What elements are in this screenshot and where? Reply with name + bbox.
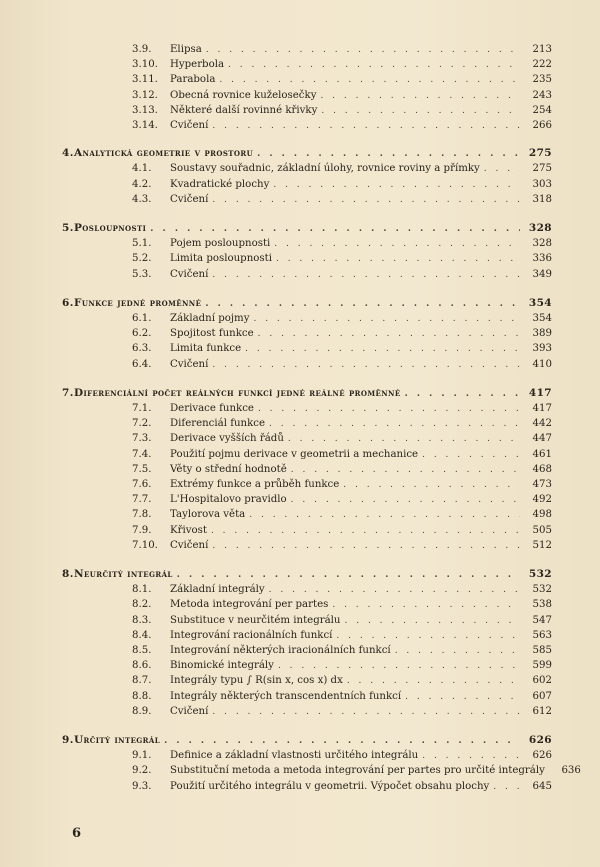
toc-section-entry [132, 706, 552, 718]
dot-leader [493, 781, 520, 793]
dot-leader [177, 569, 520, 581]
entry-title: Extrémy funkce a průběh funkce [170, 479, 340, 490]
dot-leader [219, 74, 520, 86]
entry-page-number: 318 [532, 193, 552, 205]
entry-title: Použití určitého integrálu v geometrii. Výpočet obsahu plochy [170, 780, 490, 792]
toc-section-entry [132, 433, 552, 445]
toc-section-entry [132, 540, 552, 552]
toc-section-entry [132, 328, 552, 340]
toc-chapter-entry [62, 147, 552, 160]
toc-section-entry [132, 660, 552, 672]
dot-leader [212, 540, 520, 552]
dot-leader [345, 615, 521, 627]
toc-section-entry [132, 584, 552, 596]
toc-section-entry [132, 464, 552, 476]
toc-chapter-entry [62, 297, 552, 310]
entry-title: Hyperbola [170, 59, 225, 71]
entry-title: Integrování racionálních funkcí [170, 629, 333, 641]
dot-leader [422, 750, 520, 762]
entry-title: Soustavy souřadnic, základní úlohy, rovnice roviny a přímky [170, 163, 480, 175]
entry-title: Diferenciální počet reálných funkcí jedné reálné proměnné [74, 386, 401, 399]
entry-number: 7.9. [132, 524, 152, 536]
entry-title: Integrály některých transcendentních funkcí [170, 690, 402, 702]
entry-number: 7.2. [132, 418, 152, 430]
entry-number: 4.2. [132, 178, 152, 190]
entry-page-number: 222 [532, 59, 552, 71]
toc-chapter-entry [62, 222, 552, 235]
dot-leader [212, 706, 520, 718]
entry-page-number: 393 [532, 343, 552, 355]
toc-section-entry [132, 494, 552, 506]
dot-leader [212, 269, 520, 281]
entry-number: 9.1. [132, 750, 152, 762]
dot-leader [269, 418, 520, 430]
entry-number: 8.7. [132, 675, 152, 687]
entry-page-number: 266 [532, 120, 552, 131]
entry-number: 7.6. [132, 479, 152, 490]
entry-page-number: 538 [532, 599, 552, 611]
toc-section-entry [132, 238, 552, 250]
entry-title: Cvičení [170, 193, 209, 205]
entry-title: Parabola [170, 74, 216, 86]
entry-title: Spojitost funkce [170, 328, 254, 340]
entry-title: Cvičení [170, 705, 209, 717]
entry-title: Křivost [170, 524, 207, 536]
entry-title: Integrály typu ∫ R(sin x, cos x) dx [170, 675, 343, 687]
entry-number: 8.8. [132, 690, 152, 702]
entry-page-number: 410 [532, 358, 552, 370]
entry-page-number: 417 [528, 386, 552, 399]
entry-page-number: 235 [532, 74, 552, 86]
entry-number: 9. [62, 734, 74, 746]
dot-leader [258, 403, 520, 415]
entry-title: Použití pojmu derivace v geometrii a mechanice [170, 448, 419, 460]
toc-section-entry [132, 750, 552, 762]
entry-title: Derivace funkce [170, 403, 254, 414]
toc-section-entry [132, 509, 552, 521]
toc-section-entry [132, 59, 552, 71]
entry-page-number: 547 [532, 614, 552, 626]
entry-page-number: 417 [532, 403, 552, 414]
dot-leader [422, 449, 520, 461]
entry-title: Posloupnosti [74, 222, 147, 234]
entry-title: Definice a základní vlastnosti určitého integrálu [170, 750, 419, 762]
entry-number: 3.11. [132, 74, 158, 86]
entry-page-number: 349 [532, 268, 552, 280]
toc-section-entry [132, 418, 552, 430]
entry-number: 6.2. [132, 328, 152, 340]
entry-title: Základní pojmy [170, 313, 250, 324]
entry-number: 6. [62, 296, 74, 309]
entry-page-number: 492 [532, 494, 552, 506]
entry-title: Taylorova věta [170, 509, 246, 521]
toc-section-entry [132, 645, 552, 657]
dot-leader [273, 179, 520, 191]
dot-leader [150, 223, 520, 235]
page-number: 6 [72, 826, 82, 841]
entry-title: Diferenciál funkce [170, 418, 266, 430]
entry-number: 3.9. [132, 44, 152, 55]
toc-section-entry [132, 630, 552, 642]
entry-number: 7.7. [132, 494, 152, 506]
entry-page-number: 354 [532, 313, 552, 324]
entry-title: L'Hospitalovo pravidlo [170, 494, 287, 506]
entry-page-number: 636 [561, 765, 581, 777]
entry-page-number: 354 [528, 296, 552, 309]
entry-title: Kvadratické plochy [170, 178, 270, 190]
toc-section-entry [132, 691, 552, 703]
dot-leader [484, 163, 520, 175]
entry-page-number: 607 [532, 690, 552, 702]
entry-page-number: 468 [532, 463, 552, 475]
entry-title: Metoda integrování per partes [170, 599, 329, 611]
entry-number: 7.1. [132, 403, 152, 414]
entry-number: 4.1. [132, 163, 152, 175]
entry-page-number: 532 [528, 568, 552, 580]
entry-number: 5.3. [132, 268, 152, 280]
dot-leader [269, 584, 520, 596]
dot-leader [291, 464, 520, 476]
entry-title: Substituce v neurčitém integrálu [170, 614, 341, 626]
entry-title: Neurčitý integrál [74, 568, 173, 580]
entry-number: 8.3. [132, 614, 152, 626]
toc-section-entry [132, 479, 552, 491]
dot-leader [405, 388, 520, 400]
entry-title: Derivace vyšších řádů [170, 433, 284, 445]
entry-number: 8.4. [132, 629, 152, 641]
dot-leader [347, 675, 520, 687]
entry-number: 9.2. [132, 765, 152, 777]
dot-leader [212, 359, 520, 371]
entry-title: Obecná rovnice kuželosečky [170, 89, 317, 101]
toc-section-entry [132, 253, 552, 265]
entry-title: Binomické integrály [170, 660, 274, 672]
dot-leader [228, 59, 520, 71]
dot-leader [245, 343, 520, 355]
entry-title: Základní integrály [170, 584, 265, 596]
toc-section-entry [132, 163, 552, 175]
entry-page-number: 505 [532, 524, 552, 536]
entry-title: Limita posloupnosti [170, 253, 272, 265]
dot-leader [320, 90, 520, 102]
entry-page-number: 213 [532, 44, 552, 55]
toc-section-entry [132, 179, 552, 191]
toc-section-entry [132, 90, 552, 102]
entry-number: 7.5. [132, 463, 152, 475]
entry-page-number: 532 [532, 584, 552, 596]
toc-section-entry [132, 194, 552, 206]
entry-page-number: 275 [532, 163, 552, 175]
entry-page-number: 626 [532, 750, 552, 762]
entry-number: 8.5. [132, 645, 152, 656]
toc-section-entry [132, 74, 552, 86]
toc-section-entry [132, 599, 552, 611]
entry-page-number: 461 [532, 448, 552, 460]
toc-section-entry [132, 765, 581, 777]
toc-section-entry [132, 359, 552, 371]
entry-number: 6.1. [132, 313, 152, 324]
entry-title: Elipsa [170, 44, 202, 55]
entry-page-number: 336 [532, 253, 552, 265]
entry-page-number: 447 [532, 433, 552, 445]
toc-section-entry [132, 525, 552, 537]
entry-page-number: 442 [532, 418, 552, 430]
dot-leader [164, 735, 520, 747]
dot-leader [253, 313, 520, 325]
dot-leader [206, 44, 520, 56]
entry-number: 8.1. [132, 584, 152, 596]
entry-number: 7.4. [132, 448, 152, 460]
entry-page-number: 563 [532, 629, 552, 641]
entry-title: Určitý integrál [74, 734, 161, 746]
entry-page-number: 498 [532, 509, 552, 521]
toc-section-entry [132, 781, 552, 793]
entry-number: 5.1. [132, 238, 152, 250]
entry-page-number: 645 [532, 780, 552, 792]
entry-number: 3.10. [132, 59, 158, 71]
entry-number: 6.3. [132, 343, 152, 355]
toc-section-entry [132, 615, 552, 627]
dot-leader [395, 645, 520, 657]
entry-title: Cvičení [170, 358, 209, 370]
entry-title: Funkce jedné proměnné [74, 296, 202, 309]
entry-number: 8. [62, 568, 74, 580]
entry-number: 3.14. [132, 120, 158, 131]
toc-section-entry [132, 449, 552, 461]
entry-page-number: 599 [532, 660, 552, 672]
entry-number: 5. [62, 222, 74, 234]
entry-number: 9.3. [132, 780, 152, 792]
dot-leader [332, 599, 520, 611]
entry-page-number: 626 [528, 734, 552, 746]
entry-number: 7.8. [132, 509, 152, 521]
entry-page-number: 602 [532, 675, 552, 687]
dot-leader [291, 494, 520, 506]
toc-section-entry [132, 313, 552, 325]
entry-number: 3.13. [132, 104, 158, 116]
entry-title: Pojem posloupnosti [170, 238, 271, 250]
entry-number: 6.4. [132, 358, 152, 370]
entry-title: Cvičení [170, 539, 209, 551]
entry-page-number: 254 [532, 104, 552, 116]
entry-page-number: 612 [532, 705, 552, 717]
entry-page-number: 328 [532, 238, 552, 250]
entry-page-number: 303 [532, 178, 552, 190]
entry-title: Integrování některých iracionálních funkcí [170, 645, 391, 656]
toc-section-entry [132, 120, 552, 132]
entry-number: 8.9. [132, 705, 152, 717]
dot-leader [405, 691, 520, 703]
toc-section-entry [132, 403, 552, 415]
dot-leader [257, 148, 520, 160]
entry-page-number: 585 [532, 645, 552, 656]
dot-leader [276, 253, 520, 265]
dot-leader [336, 630, 520, 642]
entry-page-number: 473 [532, 479, 552, 490]
entry-number: 3.12. [132, 89, 158, 101]
dot-leader [343, 479, 520, 491]
entry-title: Cvičení [170, 120, 209, 131]
entry-title: Limita funkce [170, 343, 242, 355]
toc-section-entry [132, 343, 552, 355]
entry-title: Substituční metoda a metoda integrování per partes pro určité integrály [170, 765, 545, 777]
toc-section-entry [132, 105, 552, 117]
dot-leader [321, 105, 520, 117]
dot-leader [212, 120, 520, 132]
dot-leader [249, 509, 520, 521]
entry-page-number: 275 [528, 147, 552, 160]
entry-number: 8.2. [132, 599, 152, 611]
toc-section-entry [132, 675, 552, 687]
entry-number: 8.6. [132, 660, 152, 672]
entry-page-number: 389 [532, 328, 552, 340]
entry-page-number: 243 [532, 89, 552, 101]
toc-chapter-entry [62, 387, 552, 400]
entry-title: Analytická geometrie v prostoru [74, 147, 254, 160]
entry-number: 7.3. [132, 433, 152, 445]
entry-page-number: 328 [528, 222, 552, 234]
dot-leader [212, 194, 520, 206]
dot-leader [211, 525, 520, 537]
entry-number: 7.10. [132, 539, 158, 551]
entry-number: 4. [62, 147, 74, 160]
dot-leader [274, 238, 520, 250]
entry-number: 7. [62, 386, 74, 399]
entry-page-number: 512 [532, 539, 552, 551]
entry-title: Cvičení [170, 268, 209, 280]
entry-number: 5.2. [132, 253, 152, 265]
toc-chapter-entry [62, 734, 552, 747]
dot-leader [205, 298, 520, 310]
entry-number: 4.3. [132, 193, 152, 205]
entry-title: Věty o střední hodnotě [170, 463, 287, 475]
entry-title: Některé další rovinné křivky [170, 104, 318, 116]
toc-chapter-entry [62, 568, 552, 581]
toc-section-entry [132, 269, 552, 281]
toc-section-entry [132, 44, 552, 56]
dot-leader [288, 433, 520, 445]
dot-leader [278, 660, 520, 672]
dot-leader [258, 328, 520, 340]
